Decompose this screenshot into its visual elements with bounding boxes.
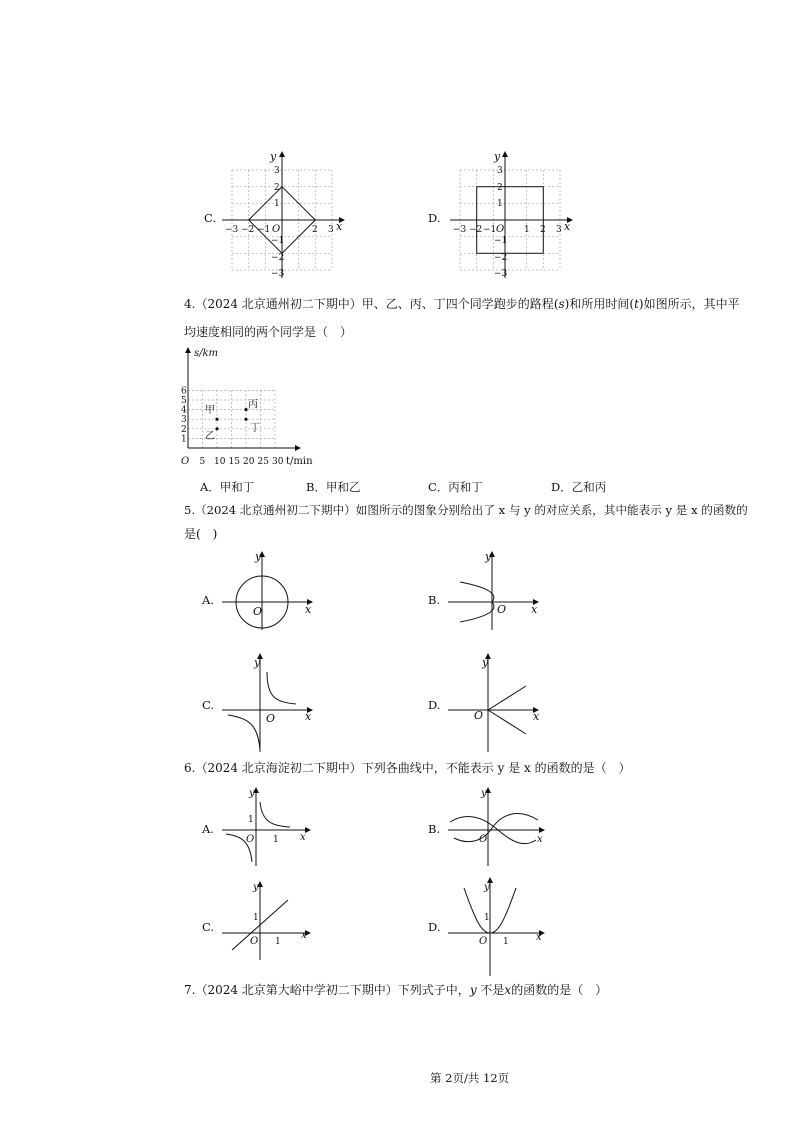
q6-option-a-graph xyxy=(220,786,320,866)
q6c-one-y: 1 xyxy=(253,913,259,923)
q5-option-a-graph xyxy=(220,550,320,630)
q6-option-c-graph xyxy=(220,880,320,960)
q4-y-tick: 4 xyxy=(181,405,187,416)
q4-s-symbol: s xyxy=(558,297,565,311)
q5a-y: y xyxy=(255,550,262,563)
q6c-y: y xyxy=(253,882,259,893)
q4-y-tick: 6 xyxy=(181,386,187,397)
q3c-xt: −1 xyxy=(257,225,271,235)
q5-option-d-graph xyxy=(446,652,566,752)
q5b-origin: O xyxy=(497,603,507,616)
q3d-x-label: x xyxy=(564,220,571,233)
q6d-y: y xyxy=(484,882,490,893)
q4-paren-s: (s) xyxy=(553,297,570,311)
q6d-x: x xyxy=(536,932,542,943)
q4-x-axis-label: t/min xyxy=(286,456,313,467)
page-footer: 第 2页/共 12页 xyxy=(430,1071,510,1085)
q5-option-b-label[interactable]: B. xyxy=(428,593,441,607)
q5-stem-line2: 是( ) xyxy=(184,527,218,541)
q4-tail-text: 如图所示，其中平 xyxy=(643,297,740,311)
q6-option-b-graph xyxy=(446,786,566,866)
q3c-yt: −2 xyxy=(271,253,285,263)
q6-option-b-label[interactable]: B. xyxy=(428,822,441,836)
q5c-curve-right xyxy=(267,672,296,704)
q5-option-b-graph xyxy=(446,550,566,630)
q3c-yt: −3 xyxy=(271,269,285,279)
q3c-yt: 2 xyxy=(274,183,280,193)
q6c-one-x: 1 xyxy=(275,937,281,947)
q6a-one-y: 1 xyxy=(248,815,254,825)
q4-x-tick: 5 xyxy=(199,457,206,467)
q4-mid-text: 和所用时间 xyxy=(569,297,630,311)
q3d-y-label: y xyxy=(494,150,501,163)
q3d-yt: −2 xyxy=(494,253,508,263)
q3-option-d-graph xyxy=(450,148,580,278)
q7-stem xyxy=(184,982,607,998)
q6b-y: y xyxy=(481,788,487,799)
q4-option-d[interactable]: D．乙和丙 xyxy=(551,480,607,494)
q6b-x: x xyxy=(537,834,543,845)
q5-option-a-label[interactable]: A. xyxy=(202,593,214,607)
q7-tail-text: 的函数的是（ ） xyxy=(511,983,608,997)
q4-x-tick: 10 xyxy=(214,457,226,467)
q7-y-symbol: y xyxy=(469,983,477,997)
q5-option-c-label[interactable]: C. xyxy=(202,698,215,712)
q5d-y: y xyxy=(482,656,489,669)
q4-option-c[interactable]: C．丙和丁 xyxy=(428,480,483,494)
q4-y-tick: 5 xyxy=(181,396,187,406)
q4-point-甲 xyxy=(215,418,218,421)
q5-option-d-label[interactable]: D. xyxy=(428,698,441,712)
q3d-yt: 3 xyxy=(497,166,503,176)
q6c-x: x xyxy=(301,930,307,941)
q4-point-label: 丁 xyxy=(250,423,260,435)
q3d-xt: −1 xyxy=(483,225,497,235)
q6-option-a-label[interactable]: A. xyxy=(202,822,214,836)
q6c-origin: O xyxy=(250,936,259,947)
q5d-ray-up xyxy=(488,686,526,710)
q6a-one-x: 1 xyxy=(273,835,279,845)
q6a-x: x xyxy=(300,832,306,843)
q4-stem-line2: 均速度相同的两个同学是（ ） xyxy=(184,325,353,339)
q4-point-label: 丙 xyxy=(248,399,258,411)
q3c-yt: 3 xyxy=(274,166,280,176)
q5b-x: x xyxy=(531,603,538,616)
q4-y-tick: 2 xyxy=(181,424,187,435)
q7-mid-text: 不是 xyxy=(476,983,505,997)
q5-stem-line1: 5.（2024 北京通州初二下期中）如图所示的图象分别给出了 x 与 y 的对应关系，其中能表示 y 是 x 的函数的 xyxy=(184,503,748,517)
q3c-yt: 1 xyxy=(274,199,280,209)
q4-x-tick: 25 xyxy=(257,457,269,467)
q3d-xt: 2 xyxy=(540,225,546,235)
q5a-origin: O xyxy=(253,605,263,618)
q3c-y-label: y xyxy=(270,150,277,163)
q3c-xt: 2 xyxy=(312,225,318,235)
q6-stem: 6.（2024 北京海淀初二下期中）下列各曲线中，不能表示 y 是 x 的函数的是（ ） xyxy=(184,761,631,775)
q5d-x: x xyxy=(533,710,540,723)
q3c-origin: O xyxy=(272,224,281,235)
q3-option-d-label: D. xyxy=(428,211,441,225)
q3d-xt: 3 xyxy=(556,225,562,235)
q6d-origin: O xyxy=(479,936,488,947)
q3c-xt: −3 xyxy=(225,225,239,235)
q3c-xt: −2 xyxy=(241,225,255,235)
q6b-curve-2 xyxy=(454,814,538,842)
q6-option-d-label[interactable]: D. xyxy=(428,920,441,934)
q4-x-tick: 30 xyxy=(272,457,284,467)
q4-t-symbol: t xyxy=(634,297,639,311)
q4-point-丁 xyxy=(244,418,247,421)
q4-point-label: 甲 xyxy=(205,405,215,417)
q5c-origin: O xyxy=(266,712,276,725)
q6d-one-x: 1 xyxy=(503,937,509,947)
q5d-ray-down xyxy=(488,710,526,734)
q5-option-c-graph xyxy=(220,652,320,752)
q4-stem-line1 xyxy=(184,296,740,312)
q5c-y: y xyxy=(254,656,261,669)
q6b-origin: O xyxy=(479,834,488,845)
q4-y-axis-label: s/km xyxy=(194,348,219,359)
q4-line1-text: 4.（2024 北京通州初二下期中）甲、乙、丙、丁四个同学跑步的路程 xyxy=(184,297,554,311)
q4-origin: O xyxy=(181,456,190,467)
q3c-x-label: x xyxy=(336,220,343,233)
q5d-origin: O xyxy=(474,709,484,722)
q3d-yt: −1 xyxy=(494,236,508,246)
q6-option-c-label[interactable]: C. xyxy=(202,920,215,934)
q5b-y: y xyxy=(485,550,492,563)
q3d-yt: 1 xyxy=(497,199,503,209)
q7-pre-text: 7.（2024 北京第大峪中学初二下期中）下列式子中， xyxy=(184,983,470,997)
q3c-xt: 3 xyxy=(328,225,334,235)
q7-x-symbol: x xyxy=(504,983,512,997)
q3d-xt: −3 xyxy=(453,225,467,235)
q6d-one-y: 1 xyxy=(484,913,490,923)
q4-point-乙 xyxy=(215,427,218,430)
q3d-yt: −3 xyxy=(494,269,508,279)
q4-option-b[interactable]: B．甲和乙 xyxy=(306,480,361,494)
q6a-origin: O xyxy=(246,834,255,845)
q3d-yt: 2 xyxy=(497,183,503,193)
q6a-curve-right xyxy=(260,802,290,827)
q5c-x: x xyxy=(305,710,312,723)
q4-option-a[interactable]: A．甲和丁 xyxy=(200,480,255,494)
q4-point-label: 乙 xyxy=(205,430,215,442)
q6-option-d-graph xyxy=(446,876,566,976)
q4-paren-t: (t) xyxy=(629,297,644,311)
q5c-curve-left xyxy=(228,715,260,750)
q4-y-tick: 3 xyxy=(181,415,187,426)
q3-option-c-label: C. xyxy=(204,211,217,225)
q3c-yt: −1 xyxy=(271,236,285,246)
q3d-xt: −2 xyxy=(469,225,483,235)
q4-distance-time-graph xyxy=(180,346,320,466)
q4-x-tick: 20 xyxy=(243,457,255,467)
q5a-x: x xyxy=(305,603,312,616)
q3d-origin: O xyxy=(496,224,505,235)
q3d-xt: 1 xyxy=(524,225,530,235)
q4-y-tick: 1 xyxy=(181,434,187,445)
q4-x-tick: 15 xyxy=(228,457,240,467)
q3-option-c-graph xyxy=(222,148,352,278)
q6a-y: y xyxy=(249,788,255,799)
